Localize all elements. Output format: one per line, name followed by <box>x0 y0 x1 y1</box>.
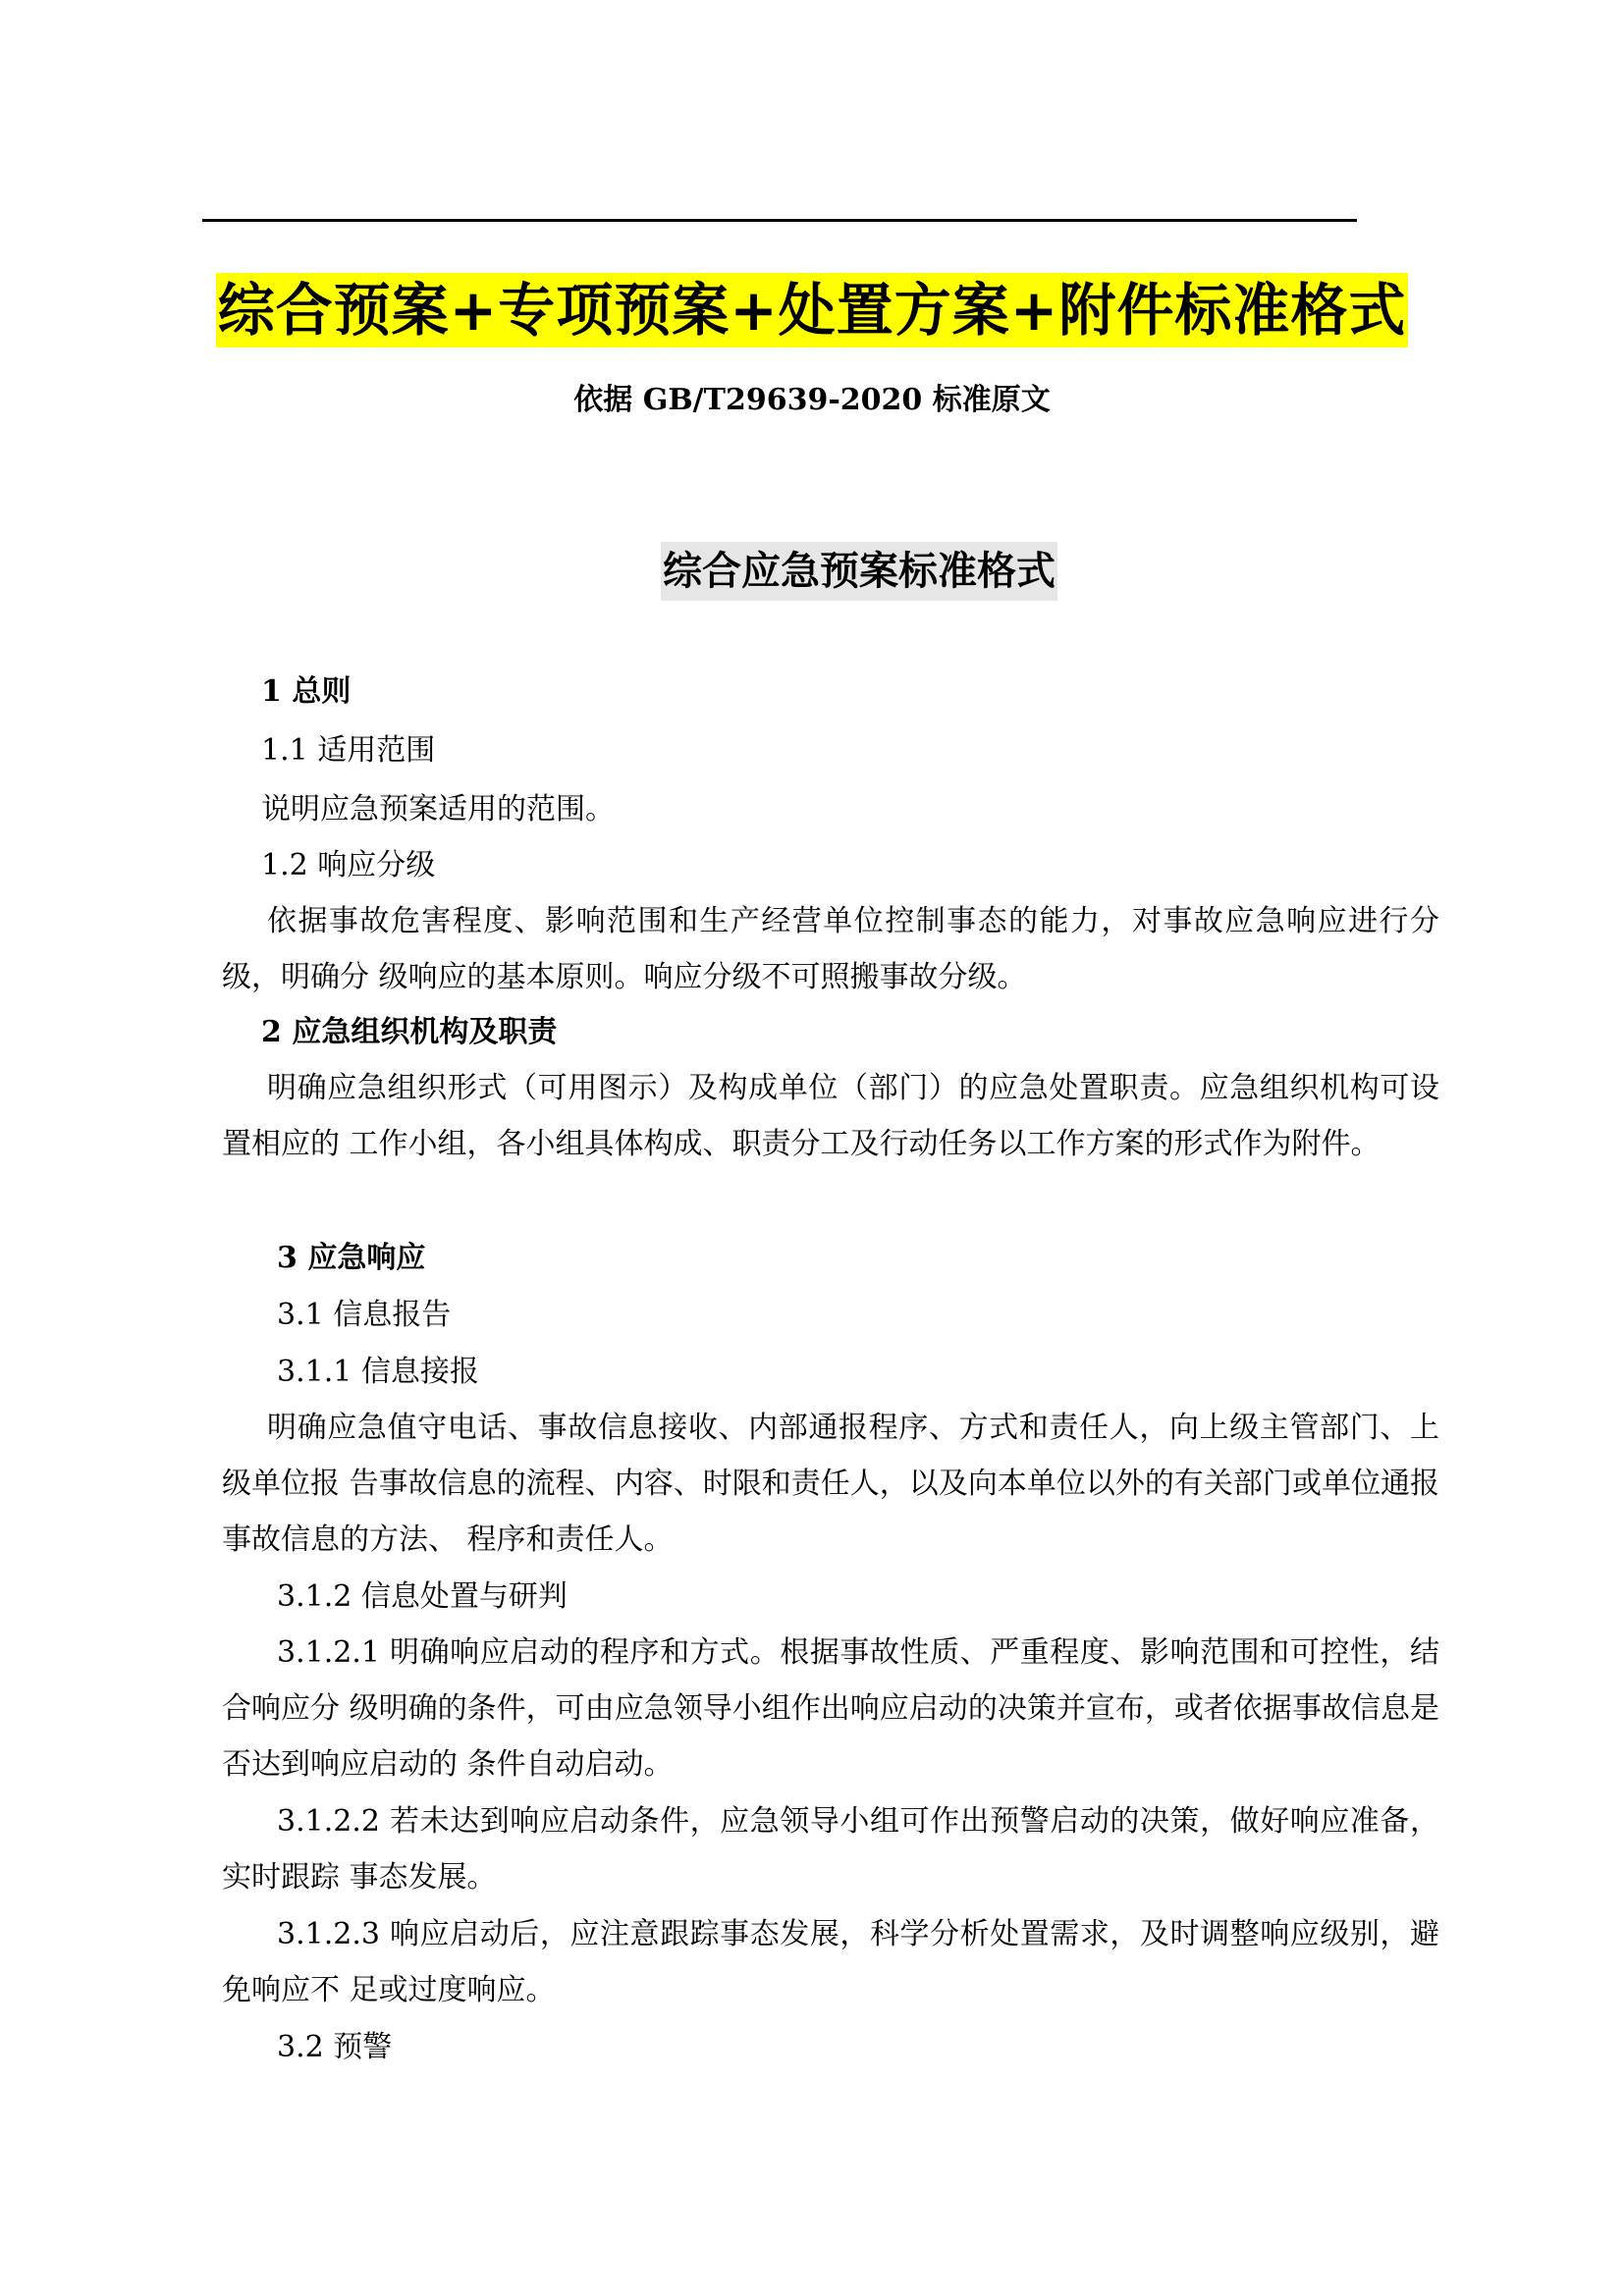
title-block <box>0 273 1624 347</box>
heading-2: 2 应急组织机构及职责 <box>261 1015 558 1049</box>
heading-3-2: 3.2 预警 <box>277 2030 393 2064</box>
heading-3: 3 应急响应 <box>277 1241 426 1275</box>
heading-3-1-2: 3.1.2 信息处置与研判 <box>277 1579 568 1614</box>
paragraph-3-1-1: 明确应急值守电话、事故信息接收、内部通报程序、方式和责任人，向上级主管部门、上级单位报 告事故信息的流程、内容、时限和责任人，以及向本单位以外的有关部门或单位通报事故信息的方法、 程序和责任人。 <box>222 1411 1439 1557</box>
standard-basis: 依据 GB/T29639-2020 标准原文 <box>573 383 1051 417</box>
paragraph-1-2: 依据事故危害程度、影响范围和生产经营单位控制事态的能力，对事故应急响应进行分级，明确分 级响应的基本原则。响应分级不可照搬事故分级。 <box>222 904 1439 994</box>
section-title: 综合应急预案标准格式 <box>661 542 1057 601</box>
paragraph-2: 明确应急组织形式（可用图示）及构成单位（部门）的应急处置职责。应急组织机构可设置相应的 工作小组，各小组具体构成、职责分工及行动任务以工作方案的形式作为附件。 <box>222 1071 1439 1161</box>
heading-3-1: 3.1 信息报告 <box>277 1298 452 1332</box>
paragraph-1-1: 说明应急预案适用的范围。 <box>261 792 615 827</box>
top-rule <box>202 219 1357 222</box>
section-title-block <box>0 542 1624 601</box>
document-title: 综合预案+专项预案+处置方案+附件标准格式 <box>216 273 1409 347</box>
paragraph-3-1-2-3: 3.1.2.3 响应启动后，应注意跟踪事态发展，科学分析处置需求，及时调整响应级别，避免响应不 足或过度响应。 <box>222 1917 1439 2007</box>
paragraph-3-1-2-1: 3.1.2.1 明确响应启动的程序和方式。根据事故性质、严重程度、影响范围和可控性，结合响应分 级明确的条件，可由应急领导小组作出响应启动的决策并宣布，或者依据事故信息是否达到响应启动的 条件自动启动。 <box>222 1635 1439 1782</box>
paragraph-3-1-2-2: 3.1.2.2 若未达到响应启动条件，应急领导小组可作出预警启动的决策，做好响应准备，实时跟踪 事态发展。 <box>222 1804 1439 1895</box>
heading-1-2: 1.2 响应分级 <box>261 848 436 882</box>
heading-1: 1 总则 <box>261 674 352 709</box>
heading-1-1: 1.1 适用范围 <box>261 733 436 768</box>
heading-3-1-1: 3.1.1 信息接报 <box>277 1355 479 1389</box>
